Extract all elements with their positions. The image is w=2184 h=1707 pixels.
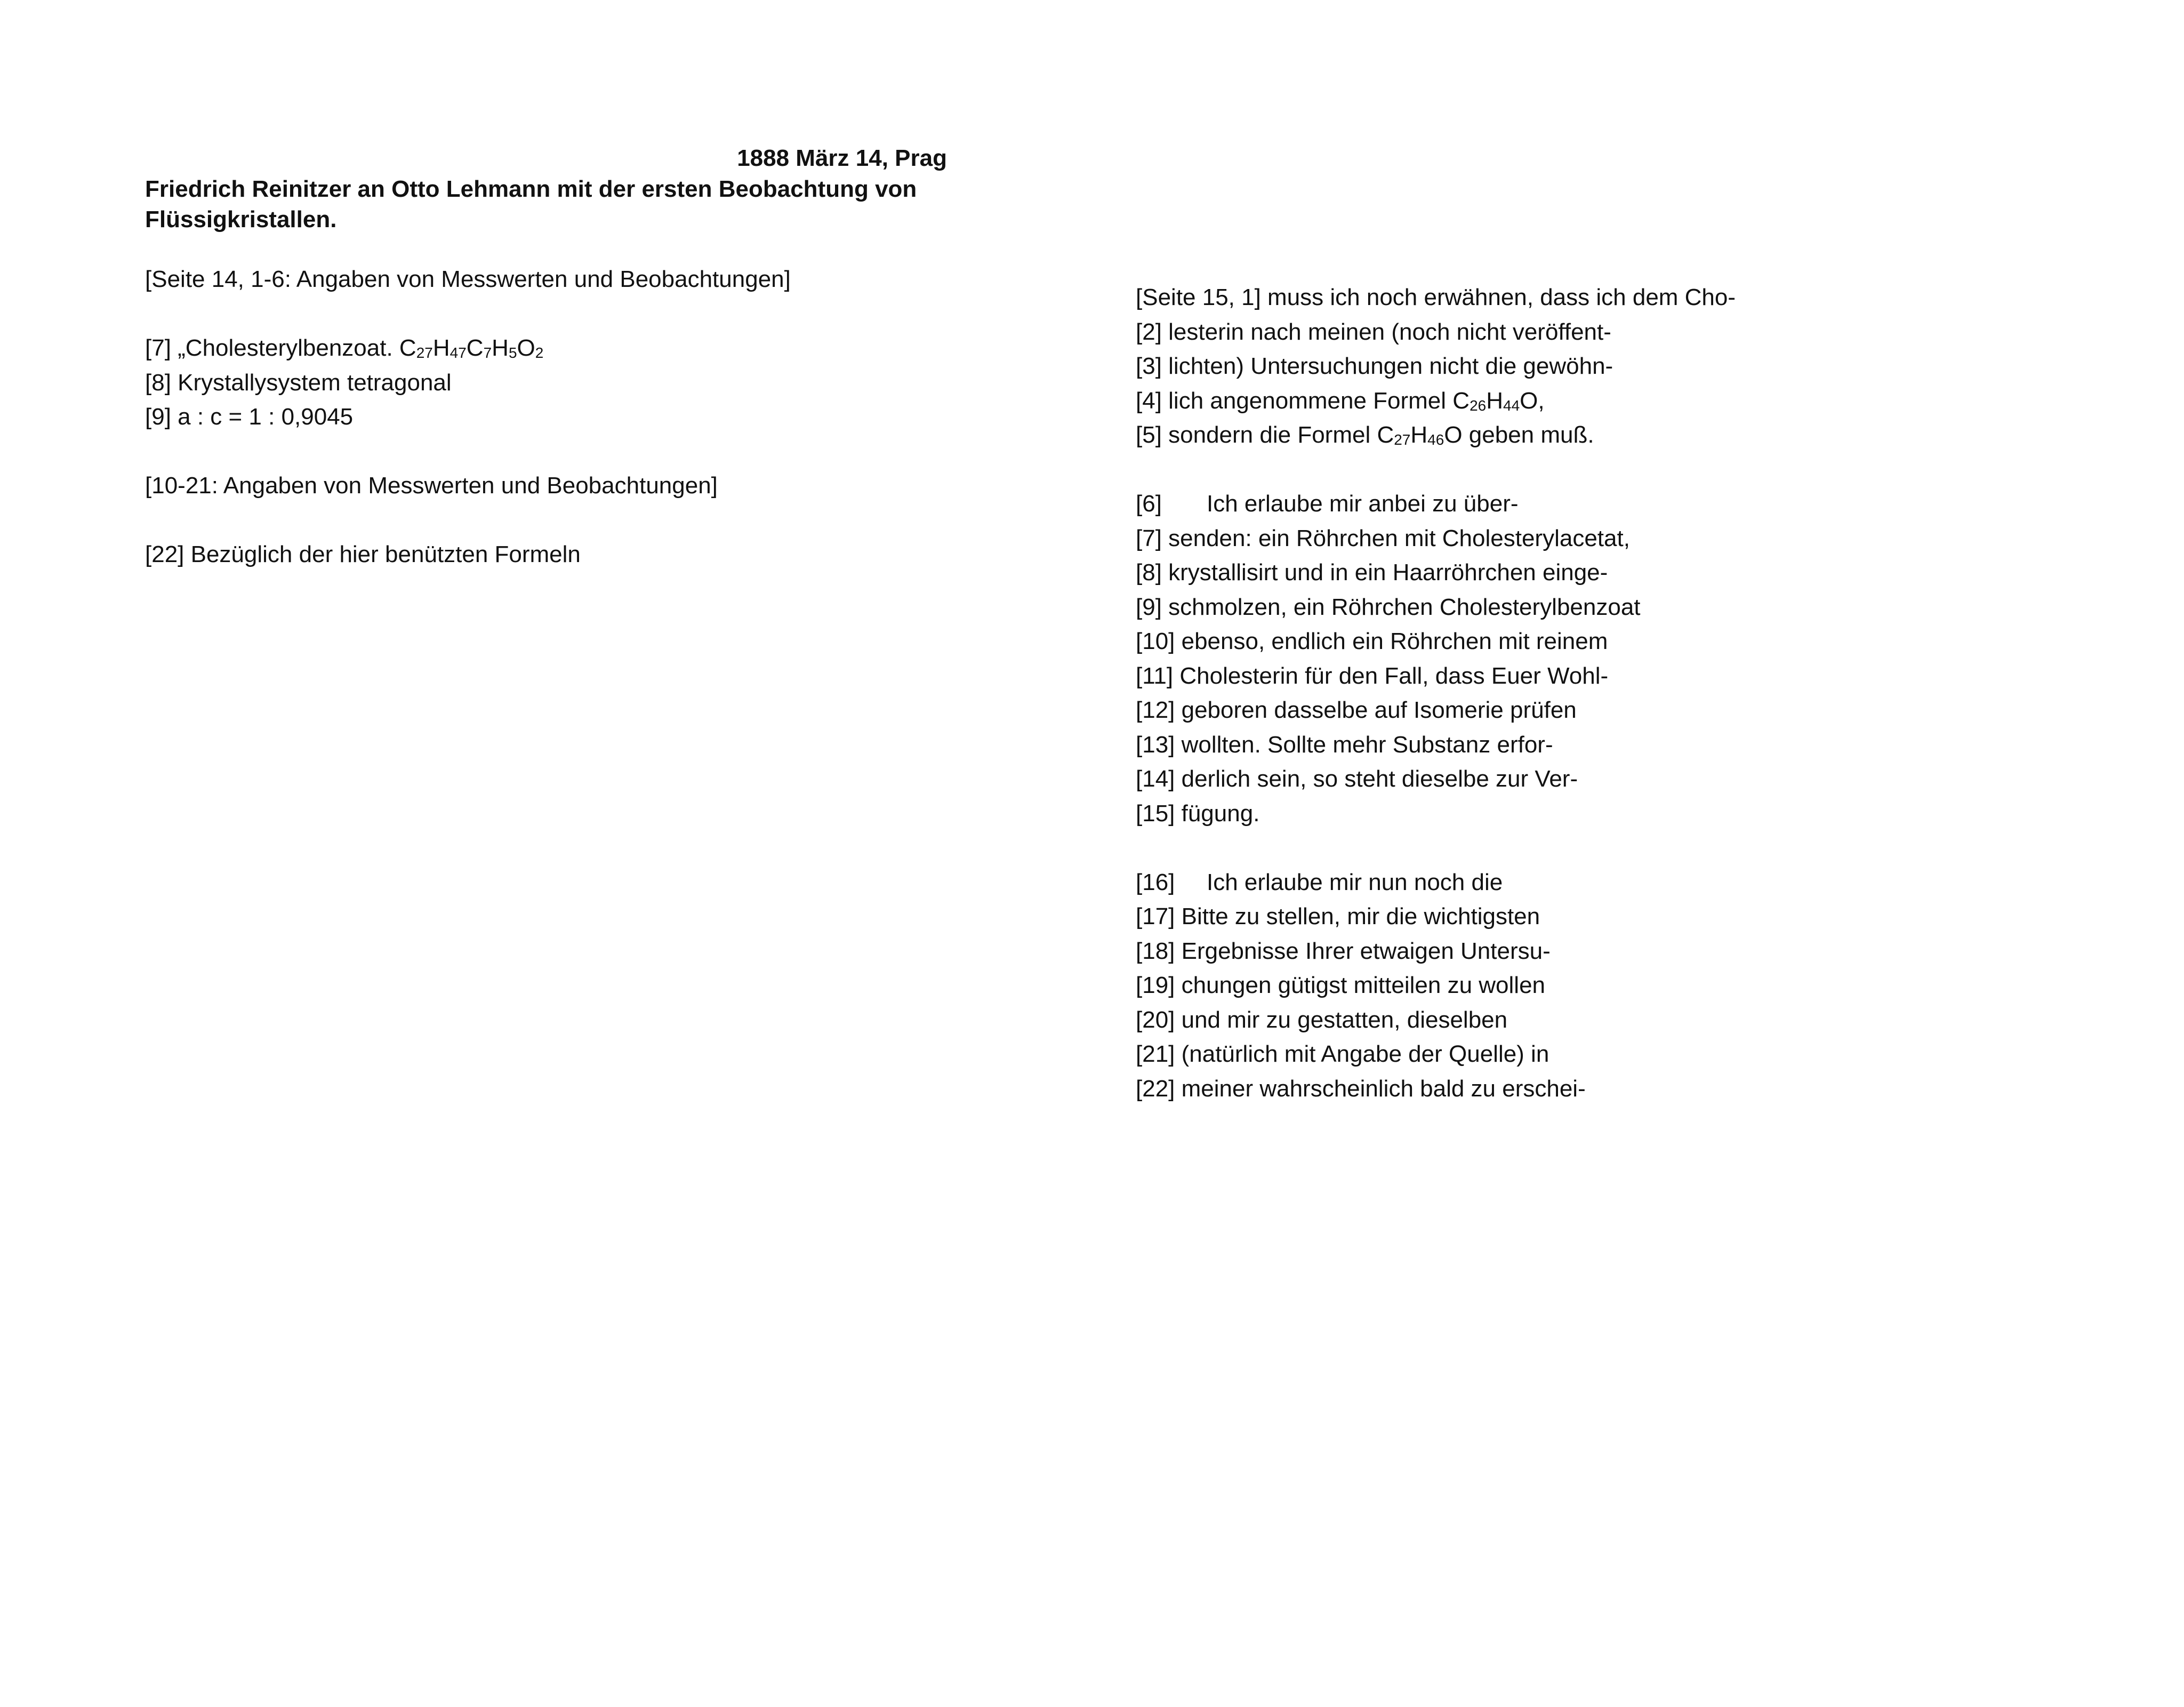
line-number: [16] bbox=[1136, 869, 1175, 895]
formula-element: C bbox=[1377, 422, 1394, 448]
left-line-22: [22] Bezüglich der hier benützten Formeln bbox=[145, 541, 581, 567]
right-line-14: [14] derlich sein, so steht dieselbe zur Ver- bbox=[1136, 766, 1578, 792]
right-line-9: [9] schmolzen, ein Röhrchen Cholesterylbenzoat bbox=[1136, 594, 1641, 620]
right-line-5-suffix: geben muß. bbox=[1462, 422, 1594, 448]
right-line-18: [18] Ergebnisse Ihrer etwaigen Untersu- bbox=[1136, 937, 1551, 964]
formula-subscript: 27 bbox=[416, 344, 433, 361]
formula-subscript: 44 bbox=[1503, 397, 1520, 414]
right-line-4-suffix: , bbox=[1538, 387, 1545, 414]
left-line-7-prefix: [7] „Cholesterylbenzoat. bbox=[145, 335, 399, 361]
left-line-9: [9] a : c = 1 : 0,9045 bbox=[145, 404, 354, 430]
formula-element: H bbox=[1410, 422, 1428, 448]
formula-element: O bbox=[517, 335, 535, 361]
right-line-5-prefix: [5] sondern die Formel bbox=[1136, 422, 1377, 448]
formula-subscript: 26 bbox=[1470, 397, 1487, 414]
right-line-1: [Seite 15, 1] muss ich noch erwähnen, dass ich dem Cho- bbox=[1136, 284, 1736, 310]
formula-subscript: 46 bbox=[1427, 431, 1444, 448]
right-line-15: [15] fügung. bbox=[1136, 800, 1260, 827]
formula-subscript: 27 bbox=[1394, 431, 1411, 448]
left-line-8: [8] Krystallysystem tetragonal bbox=[145, 369, 452, 396]
left-column bbox=[145, 143, 966, 572]
left-paragraph-2: [10-21: Angaben von Messwerten und Beobachtungen] bbox=[145, 472, 718, 499]
right-line-6 bbox=[1136, 487, 2149, 522]
formula-element: H bbox=[492, 335, 509, 361]
left-line-7 bbox=[145, 331, 966, 366]
right-line-20: [20] und mir zu gestatten, dieselben bbox=[1136, 1006, 1508, 1033]
formula-element: C bbox=[1452, 387, 1470, 414]
formula-subscript: 5 bbox=[508, 344, 517, 361]
line-number: [6] bbox=[1136, 491, 1162, 517]
right-line-4 bbox=[1136, 384, 2149, 419]
formula-element: H bbox=[432, 335, 450, 361]
formula-subscript: 7 bbox=[483, 344, 492, 361]
right-line-5 bbox=[1136, 418, 2149, 453]
right-line-7: [7] senden: ein Röhrchen mit Cholesterylacetat, bbox=[1136, 525, 1630, 551]
right-line-17: [17] Bitte zu stellen, mir die wichtigsten bbox=[1136, 903, 1540, 929]
right-line-21: [21] (natürlich mit Angabe der Quelle) in bbox=[1136, 1041, 1549, 1067]
right-line-12: [12] geboren dasselbe auf Isomerie prüfen bbox=[1136, 697, 1577, 723]
formula-subscript: 47 bbox=[449, 344, 467, 361]
left-paragraph-1: [Seite 14, 1-6: Angaben von Messwerten und Beobachtungen] bbox=[145, 266, 791, 292]
right-line-11: [11] Cholesterin für den Fall, dass Euer Wohl- bbox=[1136, 662, 1609, 689]
right-line-19: [19] chungen gütigst mitteilen zu wollen bbox=[1136, 972, 1546, 998]
right-line-10: [10] ebenso, endlich ein Röhrchen mit reinem bbox=[1136, 628, 1608, 654]
right-line-8: [8] krystallisirt und in ein Haarröhrchen einge- bbox=[1136, 559, 1608, 586]
formula-subscript: 2 bbox=[535, 344, 544, 361]
right-line-4-prefix: [4] lich angenommene Formel bbox=[1136, 387, 1453, 414]
formula-element: O bbox=[1444, 422, 1463, 448]
date-place-heading: 1888 März 14, Prag bbox=[737, 145, 947, 171]
document-title: Friedrich Reinitzer an Otto Lehmann mit der ersten Beobachtung von Flüssigkristallen. bbox=[145, 176, 917, 233]
formula-element: C bbox=[466, 335, 484, 361]
formula-element: C bbox=[399, 335, 416, 361]
right-line-16 bbox=[1136, 865, 2149, 900]
right-line-13: [13] wollten. Sollte mehr Substanz erfor- bbox=[1136, 731, 1553, 758]
right-line-2: [2] lesterin nach meinen (noch nicht veröffent- bbox=[1136, 318, 1611, 345]
right-line-22: [22] meiner wahrscheinlich bald zu erschei- bbox=[1136, 1075, 1586, 1102]
formula-element: H bbox=[1486, 387, 1503, 414]
right-column bbox=[1136, 281, 2149, 1106]
formula-element: O bbox=[1520, 387, 1538, 414]
right-line-6-text: Ich erlaube mir anbei zu über- bbox=[1207, 491, 1519, 517]
right-line-16-text: Ich erlaube mir nun noch die bbox=[1207, 869, 1503, 895]
right-line-3: [3] lichten) Untersuchungen nicht die gewöhn- bbox=[1136, 353, 1613, 379]
